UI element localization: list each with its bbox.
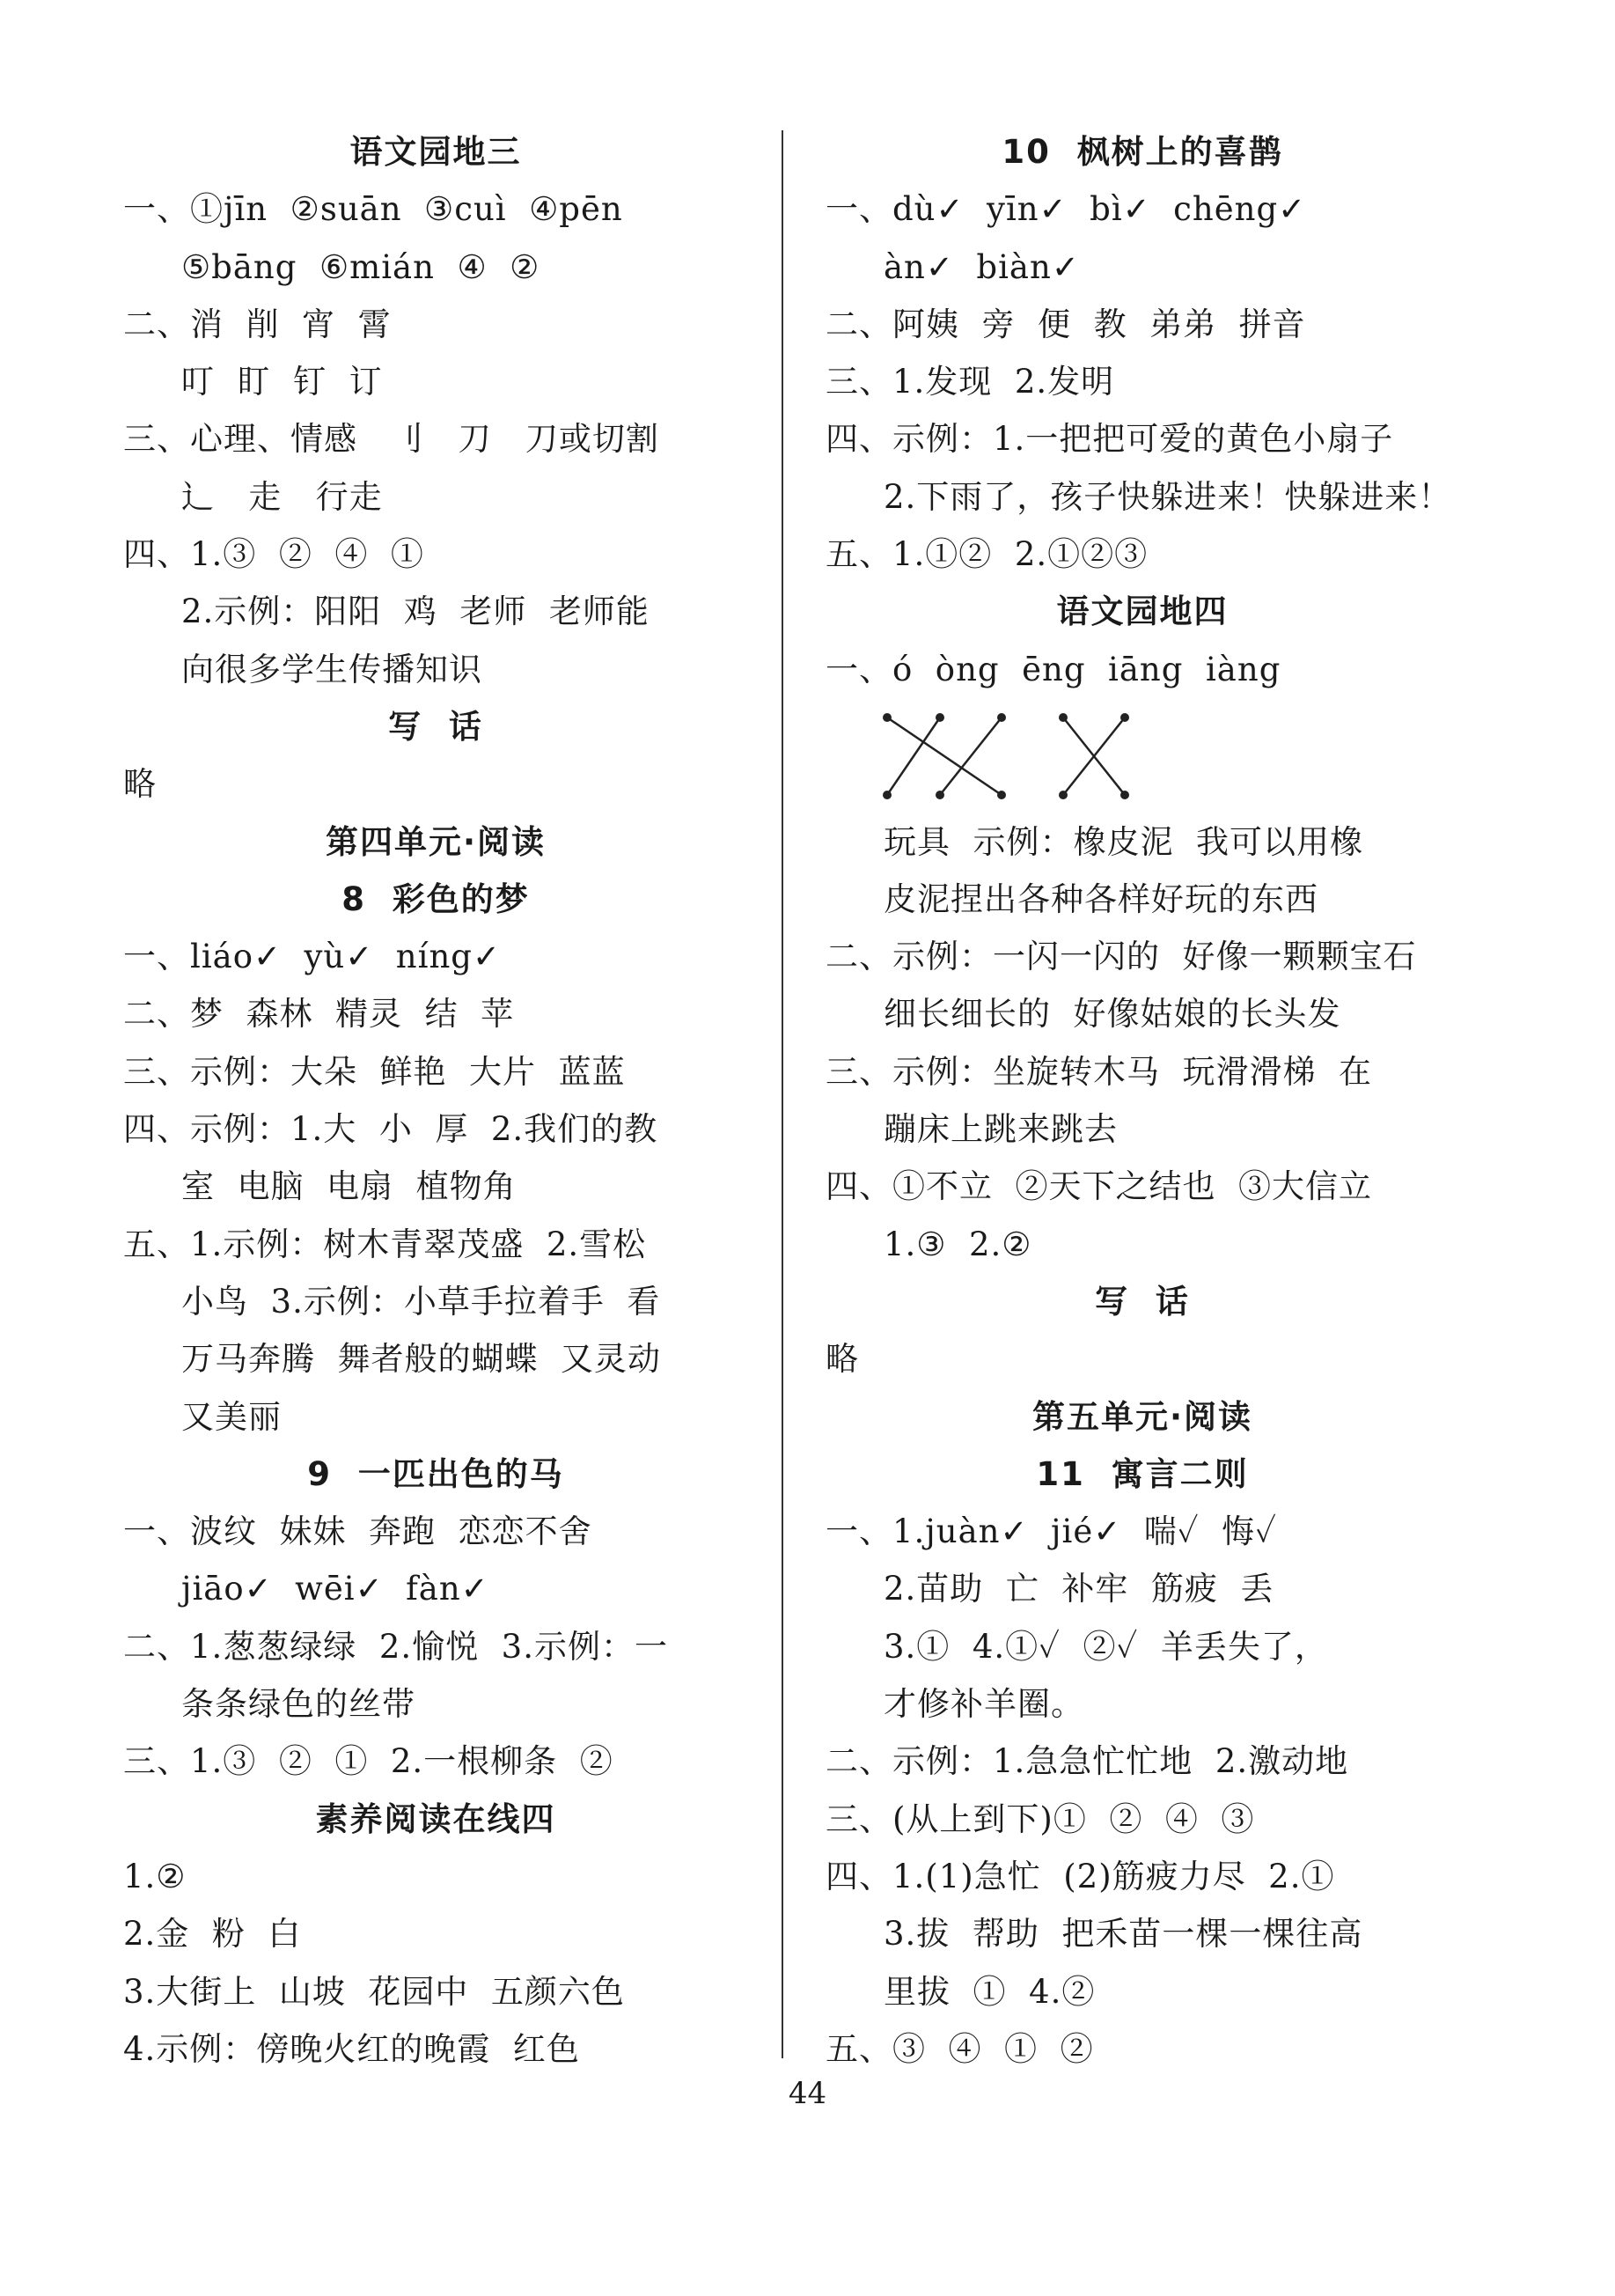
answer-line: 1.③ 2.② bbox=[884, 1225, 1032, 1263]
answer-line: 一、波纹 妹妹 奔跑 恋恋不舍 bbox=[123, 1512, 592, 1551]
answer-line: 2.示例：阳阳 鸡 老师 老师能 bbox=[181, 592, 650, 631]
answer-line: 二、1.葱葱绿绿 2.愉悦 3.示例：一 bbox=[123, 1627, 668, 1666]
answer-line: 4.示例：傍晚火红的晚霞 红色 bbox=[123, 2029, 580, 2068]
answer-line: 四、1.(1)急忙 (2)筋疲力尽 2.① bbox=[826, 1857, 1335, 1895]
answer-line: 一、liáo✓ yù✓ níng✓ bbox=[123, 938, 501, 976]
answer-line: 万马奔腾 舞者般的蝴蝶 又灵动 bbox=[181, 1340, 662, 1379]
answer-line: 2.下雨了，孩子快躲进来！快躲进来！ bbox=[884, 477, 1452, 516]
matching-line bbox=[887, 718, 1002, 795]
answer-line: 略 bbox=[123, 765, 157, 804]
answer-line: 2.金 粉 白 bbox=[123, 1915, 302, 1954]
matching-dot bbox=[883, 791, 892, 799]
answer-line: 蹦床上跳来跳去 bbox=[884, 1110, 1118, 1149]
answer-line: ⑤bāng ⑥mián ④ ② bbox=[181, 247, 540, 286]
section-heading: 第四单元·阅读 bbox=[325, 822, 547, 861]
answer-line: 四、①不立 ②天下之结也 ③大信立 bbox=[826, 1167, 1373, 1206]
answer-line: 四、1.③ ② ④ ① bbox=[123, 535, 424, 574]
section-heading: 第五单元·阅读 bbox=[1031, 1397, 1253, 1436]
matching-dot bbox=[997, 791, 1006, 799]
answer-line: 三、1.发现 2.发明 bbox=[826, 363, 1115, 401]
answer-line: 一、dù✓ yīn✓ bì✓ chēng✓ bbox=[826, 190, 1307, 229]
answer-line: 三、(从上到下)① ② ④ ③ bbox=[826, 1799, 1255, 1838]
answer-line: àn✓ biàn✓ bbox=[884, 247, 1080, 286]
answer-line: 二、示例：一闪一闪的 好像一颗颗宝石 bbox=[826, 938, 1417, 976]
answer-line: 3.拔 帮助 把禾苗一棵一棵往高 bbox=[884, 1915, 1363, 1954]
section-heading: 11 寓言二则 bbox=[1036, 1454, 1249, 1493]
matching-line bbox=[887, 718, 940, 795]
right-column bbox=[826, 123, 1459, 2078]
answer-line: 一、①jīn ②suān ③cuì ④pēn bbox=[123, 190, 623, 229]
answer-line: 二、示例：1.急急忙忙地 2.激动地 bbox=[826, 1742, 1349, 1781]
answer-line: 二、梦 森林 精灵 结 苹 bbox=[123, 995, 515, 1034]
answer-line: 五、③ ④ ① ② bbox=[826, 2029, 1094, 2068]
answer-line: 四、示例：1.大 小 厚 2.我们的教 bbox=[123, 1110, 658, 1149]
answer-line: 又美丽 bbox=[181, 1397, 282, 1436]
matching-dot bbox=[1120, 713, 1129, 722]
section-heading: 写 话 bbox=[1095, 1282, 1190, 1321]
answer-line: 略 bbox=[826, 1340, 859, 1379]
answer-line: 室 电脑 电扇 植物角 bbox=[181, 1167, 517, 1206]
matching-dot bbox=[936, 713, 944, 722]
section-heading: 8 彩色的梦 bbox=[341, 879, 530, 918]
answer-line: 2.苗助 亡 补牢 筋疲 丢 bbox=[884, 1570, 1274, 1608]
page-number: 44 bbox=[788, 2076, 827, 2111]
answer-line: 细长细长的 好像姑娘的长头发 bbox=[884, 995, 1341, 1034]
answer-line: 三、示例：坐旋转木马 玩滑滑梯 在 bbox=[826, 1052, 1373, 1091]
answer-line: 才修补羊圈。 bbox=[884, 1685, 1084, 1724]
matching-dot bbox=[1059, 791, 1068, 799]
answer-line: 玩具 示例：橡皮泥 我可以用橡 bbox=[884, 822, 1364, 861]
answer-line: 辶 走 行走 bbox=[181, 477, 383, 516]
answer-line: 里拔 ① 4.② bbox=[884, 1972, 1096, 2011]
answer-line: 条条绿色的丝带 bbox=[181, 1685, 415, 1724]
column-divider bbox=[782, 130, 783, 2058]
section-heading: 素养阅读在线四 bbox=[315, 1799, 556, 1838]
answer-line: 3.① 4.①✓ ②✓ 羊丢失了， bbox=[884, 1627, 1328, 1666]
matching-dot bbox=[1059, 713, 1068, 722]
answer-line: 四、示例：1.一把把可爱的黄色小扇子 bbox=[826, 420, 1394, 459]
answer-line: 3.大街上 山坡 花园中 五颜六色 bbox=[123, 1972, 625, 2011]
section-heading: 语文园地三 bbox=[349, 133, 522, 171]
answer-line: 三、示例：大朵 鲜艳 大片 蓝蓝 bbox=[123, 1052, 626, 1091]
matching-dot bbox=[1120, 791, 1129, 799]
matching-dot bbox=[883, 713, 892, 722]
left-column bbox=[123, 123, 748, 2078]
answer-line: 向很多学生传播知识 bbox=[181, 650, 482, 688]
answer-line: 皮泥捏出各种各样好玩的东西 bbox=[884, 879, 1318, 918]
matching-dot bbox=[997, 713, 1006, 722]
matching-lines-diagram bbox=[826, 698, 1459, 813]
answer-line: 二、消 削 宵 霄 bbox=[123, 305, 392, 343]
answer-line: 叮 盯 钉 订 bbox=[181, 363, 383, 401]
answer-line: 三、1.③ ② ① 2.一根柳条 ② bbox=[123, 1742, 613, 1781]
answer-line: 1.② bbox=[123, 1857, 187, 1895]
section-heading: 语文园地四 bbox=[1056, 592, 1229, 631]
section-heading: 写 话 bbox=[388, 707, 483, 746]
answer-line: 二、阿姨 旁 便 教 弟弟 拼音 bbox=[826, 305, 1306, 343]
matching-dot bbox=[936, 791, 944, 799]
answer-line: 三、心理、情感 刂 刀 刀或切割 bbox=[123, 420, 659, 459]
answer-line: 一、1.juàn✓ jié✓ 喘✓ 悔✓ bbox=[826, 1512, 1277, 1551]
answer-line: 小鸟 3.示例：小草手拉着手 看 bbox=[181, 1282, 661, 1321]
answer-line: jiāo✓ wēi✓ fàn✓ bbox=[181, 1570, 489, 1608]
section-heading: 10 枫树上的喜鹊 bbox=[1002, 133, 1283, 171]
answer-line: 五、1.示例：树木青翠茂盛 2.雪松 bbox=[123, 1225, 647, 1263]
matching-line bbox=[940, 718, 1002, 795]
answer-line: 一、ó òng ēng iāng iàng bbox=[826, 650, 1281, 688]
answer-line: 五、1.①② 2.①②③ bbox=[826, 535, 1149, 574]
section-heading: 9 一匹出色的马 bbox=[307, 1454, 564, 1493]
matching-lines-svg bbox=[826, 698, 1459, 813]
